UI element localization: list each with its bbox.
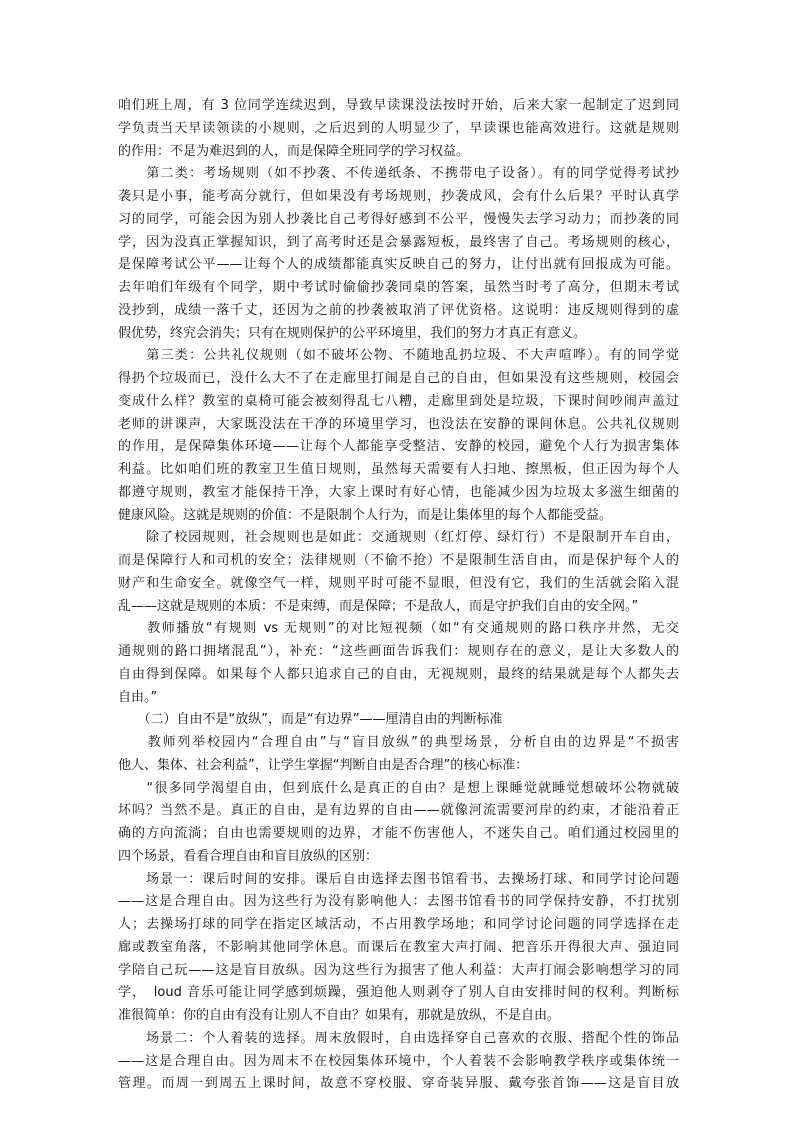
text-line: 第三类：公共礼仪规则（如不破坏公物、不随地乱扔垃圾、不大声喧哗）。有的同学觉 [118,348,679,364]
text-line: 乱——这就是规则的本质：不是束缚，而是保障；不是敌人，而是守护我们自由的安全网。” [118,598,639,614]
text-line: 自由。” [118,689,158,705]
text-line: 健康风险。这就是规则的价值：不是限制个人行为，而是让集体里的每个人都能受益。 [118,507,613,523]
text-line: 习的同学，可能会因为别人抄袭比自己考得好感到不公平，慢慢失去学习动力；而抄袭的同 [118,211,679,227]
text-line: “很多同学渴望自由，但到底什么是真正的自由？是想上课睡觉就睡觉想破坏公物就破 [118,780,679,796]
document-page [118,95,679,1096]
text-line: 是保障考试公平——让每个人的成绩都能真实反映自己的努力，让付出就有回报成为可能。 [118,257,679,273]
text-line: 的作用：不是为难迟到的人，而是保障全班同学的学习权益。 [118,143,470,159]
text-line: 咱们班上周，有 3 位同学连续迟到，导致早读课没法按时开始，后来大家一起制定了迟到同 [118,98,679,113]
text-line: 坏吗？当然不是。真正的自由，是有边界的自由——就像河流需要河岸的约束，才能沿着正 [118,803,679,819]
text-line: 学，因为没真正掌握知识，到了高考时还是会暴露短板，最终害了自己。考场规则的核心， [118,234,679,250]
text-line: （二）自由不是“放纵”，而是“有边界”——厘清自由的判断标准 [118,712,503,728]
text-line: 四个场景，看看合理自由和盲目放纵的区别： [118,848,379,864]
text-line: 管理。而周一到周五上课时间，故意不穿校服、穿奇装异服、戴夸张首饰——这是盲目放 [118,1076,679,1092]
text-line: 确的方向流淌；自由也需要规则的边界，才能不伤害他人，不迷失自己。咱们通过校园里的 [118,826,679,841]
text-line: 学负责当天早读领读的小规则，之后迟到的人明显少了，早读课也能高效进行。这就是规则 [118,120,679,136]
text-line: 得扔个垃圾而已，没什么大不了在走廊里打闹是自己的自由，但如果没有这些规则，校园会 [118,371,679,386]
text-line: 去年咱们年级有个同学，期中考试时偷偷抄袭同桌的答案，虽然当时考了高分，但期末考试 [118,280,679,295]
text-line: 自由得到保障。如果每个人都只追求自己的自由，无视规则，最终的结果就是每个人都失去 [118,666,679,682]
text-line: 场景二：个人着装的选择。周末放假时，自由选择穿自己喜欢的衣服、搭配个性的饰品 [118,1030,679,1046]
text-line: 场景一：课后时间的安排。课后自由选择去图书馆看书、去操场打球、和同学讨论问题 [118,871,679,887]
text-line: 准很简单：你的自由有没有让别人不自由？如果有，那就是放纵，不是自由。 [118,1008,561,1023]
text-line: 通规则的路口拥堵混乱”），补充：“这些画面告诉我们：规则存在的意义，是让大多数人的 [118,644,679,659]
text-line: ——这是合理自由。因为这些行为没有影响他人：去图书馆看书的同学保持安静，不打扰别 [118,894,679,910]
text-line: 变成什么样？教室的桌椅可能会被刻得乱七八糟，走廊里到处是垃圾，下课时间吵闹声盖过 [118,393,679,409]
text-line: 教师列举校园内“合理自由”与“盲目放纵”的典型场景，分析自由的边界是“不损害 [118,735,679,750]
text-line: 假优势，终究会消失；只有在规则保护的公平环境里，我们的努力才真正有意义。 [118,325,587,341]
text-line: 财产和生命安全。就像空气一样，规则平时可能不显眼，但没有它，我们的生活就会陷入混 [118,575,679,591]
text-line: 除了校园规则，社会规则也是如此：交通规则（红灯停、绿灯行）不是限制开车自由， [118,530,679,546]
text-line: 袭只是小事，能考高分就行，但如果没有考场规则，抄袭成风，会有什么后果？平时认真学 [118,189,679,204]
text-line: 而是保障行人和司机的安全；法律规则（不偷不抢）不是限制生活自由，而是保护每个人的 [118,553,679,568]
text-line: 人；去操场打球的同学在指定区域活动，不占用教学场地；和同学讨论问题的同学选择在走 [118,917,679,932]
text-line: 他人、集体、社会利益”，让学生掌握“判断自由是否合理”的核心标准： [118,757,529,773]
text-line: 廊或教室角落，不影响其他同学休息。而课后在教室大声打闹、把音乐开得很大声、强迫同 [118,939,679,955]
text-line: 老师的讲课声，大家既没法在干净的环境里学习，也没法在安静的课间休息。公共礼仪规则 [118,416,679,432]
text-line: 学陪自己玩——这是盲目放纵。因为这些行为损害了他人利益：大声打闹会影响想学习的同 [118,962,679,978]
text-line: 都遵守规则，教室才能保持干净，大家上课时有好心情，也能减少因为垃圾太多滋生细菌的 [118,484,679,500]
text-line: 教师播放“有规则 vs 无规则”的对比短视频（如“有交通规则的路口秩序井然，无交 [118,621,679,637]
text-line: 第二类：考场规则（如不抄袭、不传递纸条、不携带电子设备）。有的同学觉得考试抄 [118,166,679,182]
text-line: 没抄到，成绩一落千丈，还因为之前的抄袭被取消了评优资格。这说明：违反规则得到的虚 [118,302,679,318]
text-line: 学， loud 音乐可能让同学感到烦躁，强迫他人则剥夺了别人自由安排时间的权利。判断标 [118,985,679,1001]
text-line: ——这是合理自由。因为周末不在校园集体环境中，个人着装不会影响教学秩序或集体统一 [118,1053,679,1069]
text-line: 的作用，是保障集体环境——让每个人都能享受整洁、安静的校园，避免个人行为损害集体 [118,439,679,455]
text-line: 利益。比如咱们班的教室卫生值日规则，虽然每天需要有人扫地、擦黑板，但正因为每个人 [118,462,679,477]
